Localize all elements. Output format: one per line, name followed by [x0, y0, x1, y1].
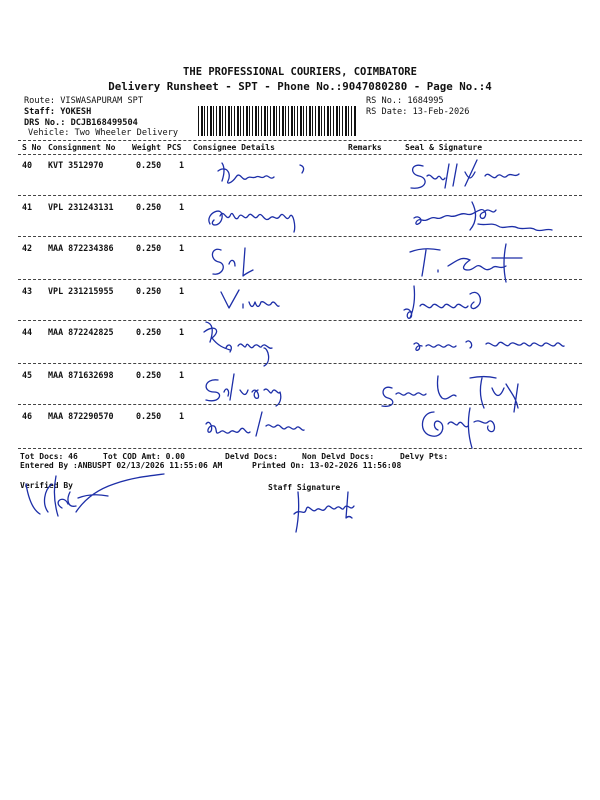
row-sno: 42	[22, 243, 33, 253]
row-consignment: MAA 871632698	[48, 370, 114, 380]
row-pcs: 1	[179, 286, 185, 296]
row-weight: 0.250	[136, 370, 162, 380]
row-consignment: KVT 3512970	[48, 160, 104, 170]
row-pcs: 1	[179, 370, 185, 380]
total-docs: Tot Docs: 46	[20, 452, 78, 461]
route-label: Route: VISWASAPURAM SPT	[24, 96, 143, 106]
staff-signature-label: Staff Signature	[268, 483, 341, 492]
delivery-points: Delvy Pts:	[400, 452, 449, 461]
row-sno: 40	[22, 160, 33, 170]
verified-by-label: Verified By	[20, 481, 73, 490]
row-pcs: 1	[179, 327, 185, 337]
row-sno: 43	[22, 286, 33, 296]
row-weight: 0.250	[136, 327, 162, 337]
printed-on: Printed On: 13-02-2026 11:56:08	[252, 461, 402, 470]
entered-by: Entered By :ANBUSPT 02/13/2026 11:55:06 AM	[20, 461, 223, 470]
row-pcs: 1	[179, 202, 185, 212]
col-consignee: Consignee Details	[193, 143, 275, 152]
drs-number: DRS No.: DCJB168499504	[24, 118, 138, 128]
company-title: THE PROFESSIONAL COURIERS, COIMBATORE	[183, 66, 417, 78]
col-consignment: Consignment No	[48, 143, 116, 152]
row-weight: 0.250	[136, 243, 162, 253]
receiver-signature	[418, 404, 508, 452]
row-pcs: 1	[179, 411, 185, 421]
receiver-signature	[405, 158, 555, 198]
runsheet-subtitle: Delivery Runsheet - SPT - Phone No.:9047080280 - Page No.:4	[108, 80, 492, 93]
consignee-signature	[210, 155, 340, 193]
verifier-signature	[18, 472, 178, 524]
row-consignment: MAA 872242825	[48, 327, 114, 337]
consignee-signature	[200, 410, 330, 440]
consignee-signature	[215, 282, 295, 318]
divider	[18, 363, 582, 364]
row-pcs: 1	[179, 243, 185, 253]
receiver-signature	[400, 284, 500, 324]
row-consignment: VPL 231215955	[48, 286, 114, 296]
col-seal-signature: Seal & Signature	[405, 143, 483, 152]
row-sno: 46	[22, 411, 33, 421]
row-sno: 45	[22, 370, 33, 380]
row-weight: 0.250	[136, 202, 162, 212]
table-row	[0, 280, 600, 320]
row-consignment: MAA 872234386	[48, 243, 114, 253]
receiver-signature	[410, 330, 580, 358]
receiver-signature	[408, 240, 548, 284]
vehicle-label: Vehicle: Two Wheeler Delivery	[28, 128, 179, 138]
staff-signature	[288, 488, 368, 536]
divider	[18, 140, 582, 141]
rs-date: RS Date: 13-Feb-2026	[366, 107, 470, 117]
row-consignment: MAA 872290570	[48, 411, 114, 421]
rs-number: RS No.: 1684995	[366, 96, 444, 106]
consignee-signature	[205, 238, 285, 280]
row-sno: 41	[22, 202, 33, 212]
total-cod-amount: Tot COD Amt: 0.00	[103, 452, 185, 461]
col-pcs: PCS	[167, 143, 182, 152]
row-weight: 0.250	[136, 286, 162, 296]
row-consignment: VPL 231243131	[48, 202, 114, 212]
consignee-signature	[200, 372, 320, 408]
non-delivered-docs: Non Delvd Docs:	[302, 452, 375, 461]
barcode	[198, 106, 356, 136]
row-weight: 0.250	[136, 411, 162, 421]
delivered-docs: Delvd Docs:	[225, 452, 278, 461]
row-sno: 44	[22, 327, 33, 337]
col-weight: Weight	[132, 143, 161, 152]
col-sno: S No	[22, 143, 42, 152]
staff-label: Staff: YOKESH	[24, 107, 92, 117]
col-remarks: Remarks	[348, 143, 382, 152]
receiver-signature	[408, 200, 578, 240]
row-weight: 0.250	[136, 160, 162, 170]
row-pcs: 1	[179, 160, 185, 170]
consignee-signature	[200, 196, 350, 236]
consignee-signature	[198, 318, 298, 366]
